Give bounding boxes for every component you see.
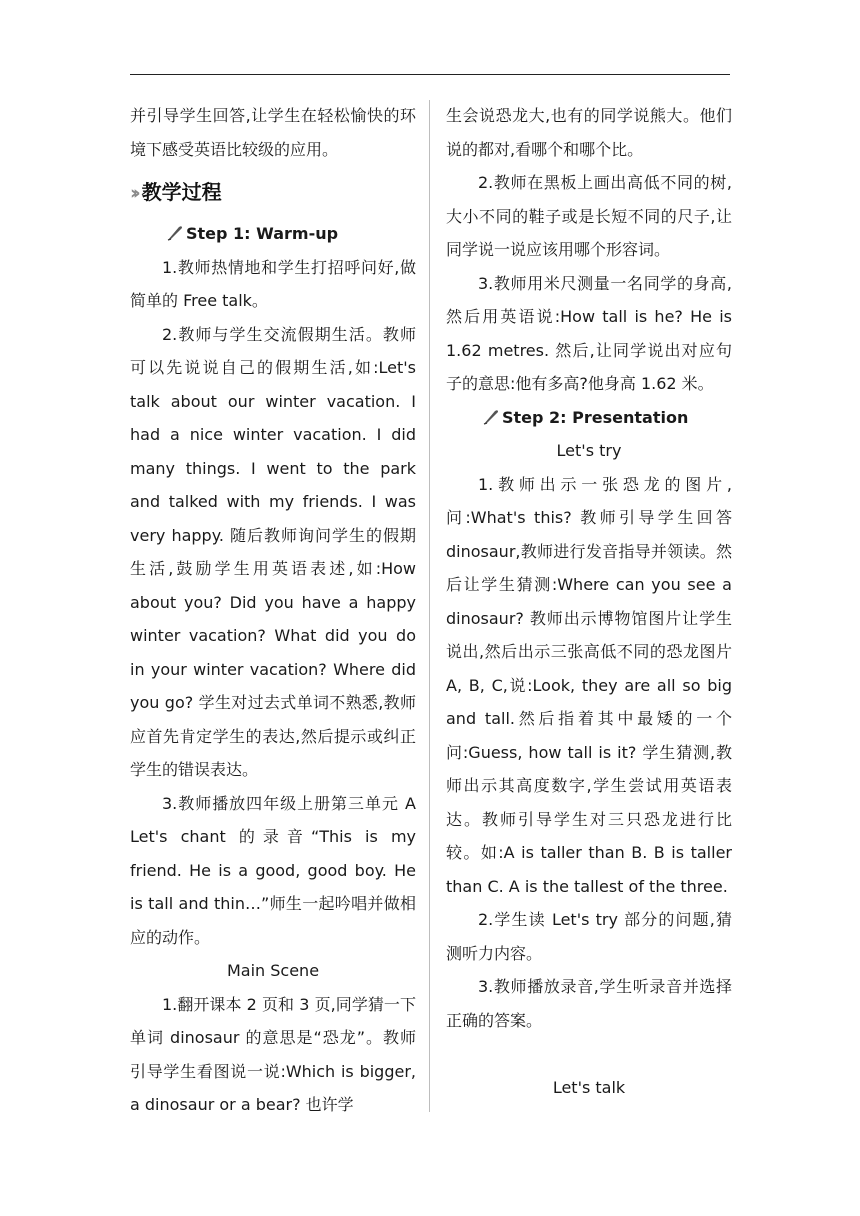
- intro-paragraph: 并引导学生回答,让学生在轻松愉快的环境下感受英语比较级的应用。: [130, 106, 416, 159]
- section-heading: [130, 174, 416, 211]
- column-divider: [429, 100, 430, 1112]
- lets-try-item-3: 3.教师播放录音,学生听录音并选择正确的答案。: [446, 977, 732, 1030]
- feather-pen-icon: [166, 224, 184, 242]
- step2-title: Step 2: Presentation: [502, 407, 689, 427]
- left-column: [130, 99, 416, 1122]
- spacer: [446, 1037, 732, 1071]
- main-scene-item-2: 2.教师在黑板上画出高低不同的树,大小不同的鞋子或是长短不同的尺子,让同学说一说应该用哪个形容词。: [446, 173, 732, 259]
- main-scene-item-3: 3.教师用米尺测量一名同学的身高,然后用英语说:How tall is he? He is 1.62 metres. 然后,让同学说出对应句子的意思:他有多高?他身高 1.62 米。: [446, 273, 732, 393]
- section-title: 教学过程: [141, 180, 222, 204]
- step1-item-2: 2.教师与学生交流假期生活。教师可以先说说自己的假期生活,如:Let's talk about our winter vacation. I had a nice winter vacation. I did many things. I went to the park and talked with my friends. I was very happy. 随后教师询问学生的假期生活,鼓励学生用英语表述,如:How about you? Did you have a happy winter vacation? What did you do in your winter vacation? Where did you go? 学生对过去式单词不熟悉,教师应首先肯定学生的表达,然后提示或纠正学生的错误表达。: [130, 324, 416, 779]
- continued-paragraph: 生会说恐龙大,也有的同学说熊大。他们说的都对,看哪个和哪个比。: [446, 106, 732, 159]
- lets-talk-heading: Let's talk: [552, 1078, 626, 1097]
- step2-heading: [482, 401, 732, 435]
- step1-title: Step 1: Warm-up: [186, 224, 339, 243]
- step1-heading: [166, 217, 416, 251]
- step1-item-1: 1.教师热情地和学生打招呼问好,做简单的 Free talk。: [130, 257, 416, 310]
- double-chevron-right-icon: ››: [130, 182, 136, 204]
- step1-item-3: 3.教师播放四年级上册第三单元 A Let's chant 的录音“This is my friend. He is a good, good boy. He is tall and thin…”师生一起吟唱并做相应的动作。: [130, 793, 416, 947]
- main-scene-heading: Main Scene: [226, 961, 320, 980]
- lets-try-heading: Let's try: [556, 441, 622, 460]
- lets-try-item-1: 1.教师出示一张恐龙的图片,问:What's this? 教师引导学生回答 dinosaur,教师进行发音指导并领读。然后让学生猜测:Where can you see a dinosaur? 教师出示博物馆图片让学生说出,然后出示三张高低不同的恐龙图片 A, B, C,说:Look, they are all so big and tall.然后指着其中最矮的一个问:Guess, how tall is it? 学生猜测,教师出示其高度数字,学生尝试用英语表达。教师引导学生对三只恐龙进行比较。如:A is taller than B. B is taller than C. A is the tallest of the three.: [446, 474, 732, 896]
- feather-pen-icon: [482, 408, 500, 426]
- header-rule: [130, 74, 730, 75]
- main-scene-item-1: 1.翻开课本 2 页和 3 页,同学猜一下单词 dinosaur 的意思是“恐龙”。教师引导学生看图说一说:Which is bigger, a dinosaur or a bear? 也许学: [130, 994, 416, 1114]
- lets-try-item-2: 2.学生读 Let's try 部分的问题,猜测听力内容。: [446, 910, 732, 963]
- right-column: [446, 99, 732, 1105]
